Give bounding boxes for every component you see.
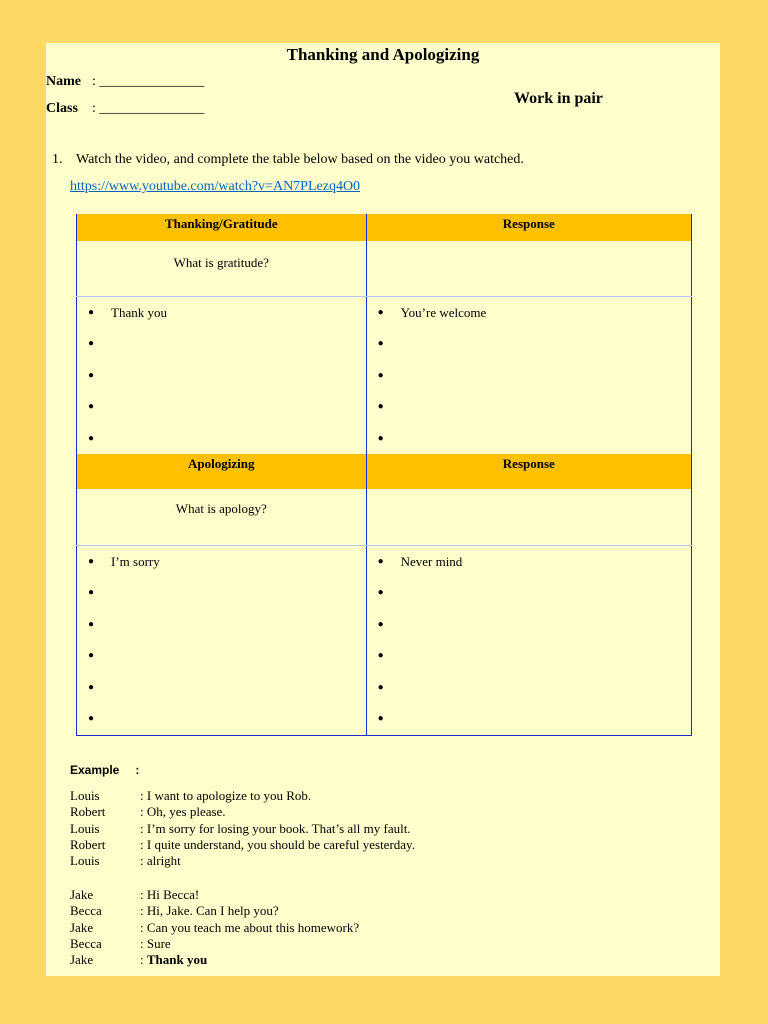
dialog-speaker: Jake: [70, 887, 94, 902]
question-number: 1.: [52, 152, 63, 167]
dialog-bold-text: Thank you: [146, 952, 208, 968]
list-item: ● You’re welcome: [367, 297, 691, 329]
dialog-line: [70, 952, 359, 968]
apologizing-response-header: Response: [366, 454, 691, 488]
class-field: [46, 101, 204, 117]
dialog-text: : Can you teach me about this homework?: [140, 919, 360, 935]
dialog-speaker: Jake: [70, 919, 94, 935]
name-field: [46, 74, 204, 90]
dialog-text: : Hi, Jake. Can I help you?: [140, 903, 279, 919]
thanking-response-question[interactable]: [366, 240, 691, 296]
list-item: [77, 577, 366, 609]
thanking-question: What is gratitude?: [77, 240, 367, 296]
dialog-2: [70, 887, 359, 968]
list-item: [367, 672, 691, 704]
apologizing-answers[interactable]: [77, 545, 367, 735]
apologizing-header: Apologizing: [77, 454, 367, 488]
thanking-response-header: Response: [366, 214, 691, 240]
page-title: Thanking and Apologizing: [286, 45, 480, 64]
list-item: ● Thank you: [77, 297, 366, 329]
example-label: Example: [70, 763, 120, 777]
dialog-speaker: Robert: [70, 804, 106, 820]
dialog-text: : I quite understand, you should be careful yesterday.: [140, 836, 415, 852]
dialog-text: : Oh, yes please.: [140, 804, 226, 820]
question-1: [52, 152, 524, 168]
list-item: [367, 328, 691, 360]
dialog-line: [70, 821, 415, 837]
dialog-speaker: Robert: [70, 836, 106, 852]
dialog-speaker: Becca: [70, 935, 102, 951]
list-item: [77, 609, 366, 641]
dialog-line: [70, 788, 415, 804]
apologizing-response-answers[interactable]: [366, 545, 691, 735]
list-item: [367, 577, 691, 609]
video-link[interactable]: https://www.youtube.com/watch?v=AN7PLezq4O0: [70, 179, 361, 194]
list-item: [77, 328, 366, 360]
dialog-text: : Hi Becca!: [140, 887, 200, 902]
answer-table: [76, 214, 692, 736]
dialog-speaker: Louis: [70, 820, 100, 836]
thanking-answers[interactable]: [77, 296, 367, 454]
thanking-response-answers[interactable]: [366, 296, 691, 454]
dialog-line: [70, 853, 415, 869]
dialog-text: :: [140, 952, 147, 968]
list-item: [367, 609, 691, 641]
dialog-1: [70, 788, 415, 869]
example-colon: :: [135, 763, 140, 777]
apologizing-question: What is apology?: [77, 488, 367, 545]
question-text: Watch the video, and complete the table below based on the video you watched.: [76, 152, 524, 167]
dialog-text: : Sure: [140, 935, 171, 951]
dialog-text: : alright: [140, 853, 181, 869]
list-item: ● Never mind: [367, 546, 691, 578]
name-label: Name: [46, 74, 81, 89]
list-item: [77, 423, 366, 455]
dialog-speaker: Louis: [70, 853, 100, 869]
dialog-speaker: Becca: [70, 903, 102, 919]
list-item: [77, 640, 366, 672]
dialog-text: : I’m sorry for losing your book. That’s all my fault.: [140, 820, 411, 836]
list-item: [77, 703, 366, 735]
work-mode: Work in pair: [514, 90, 603, 107]
list-item: [77, 672, 366, 704]
list-item: [367, 391, 691, 423]
list-item: [367, 640, 691, 672]
class-label: Class: [46, 101, 78, 116]
class-blank: : _______________: [92, 101, 205, 116]
apologizing-response-question[interactable]: [366, 488, 691, 545]
example-heading: [70, 763, 139, 777]
list-item: [367, 360, 691, 392]
name-blank: : _______________: [92, 74, 205, 89]
dialog-line: [70, 837, 415, 853]
dialog-line: [70, 804, 415, 820]
dialog-speaker: Louis: [70, 788, 100, 803]
dialog-line: [70, 920, 359, 936]
list-item: [367, 703, 691, 735]
dialog-speaker: Jake: [70, 952, 94, 968]
dialog-line: [70, 903, 359, 919]
list-item: ● I’m sorry: [77, 546, 366, 578]
dialog-line: [70, 887, 359, 903]
worksheet-page: [46, 43, 720, 976]
list-item: [77, 360, 366, 392]
dialog-text: : I want to apologize to you Rob.: [140, 788, 312, 803]
thanking-header: Thanking/Gratitude: [77, 214, 367, 240]
dialog-line: [70, 936, 359, 952]
list-item: [367, 423, 691, 455]
list-item: [77, 391, 366, 423]
